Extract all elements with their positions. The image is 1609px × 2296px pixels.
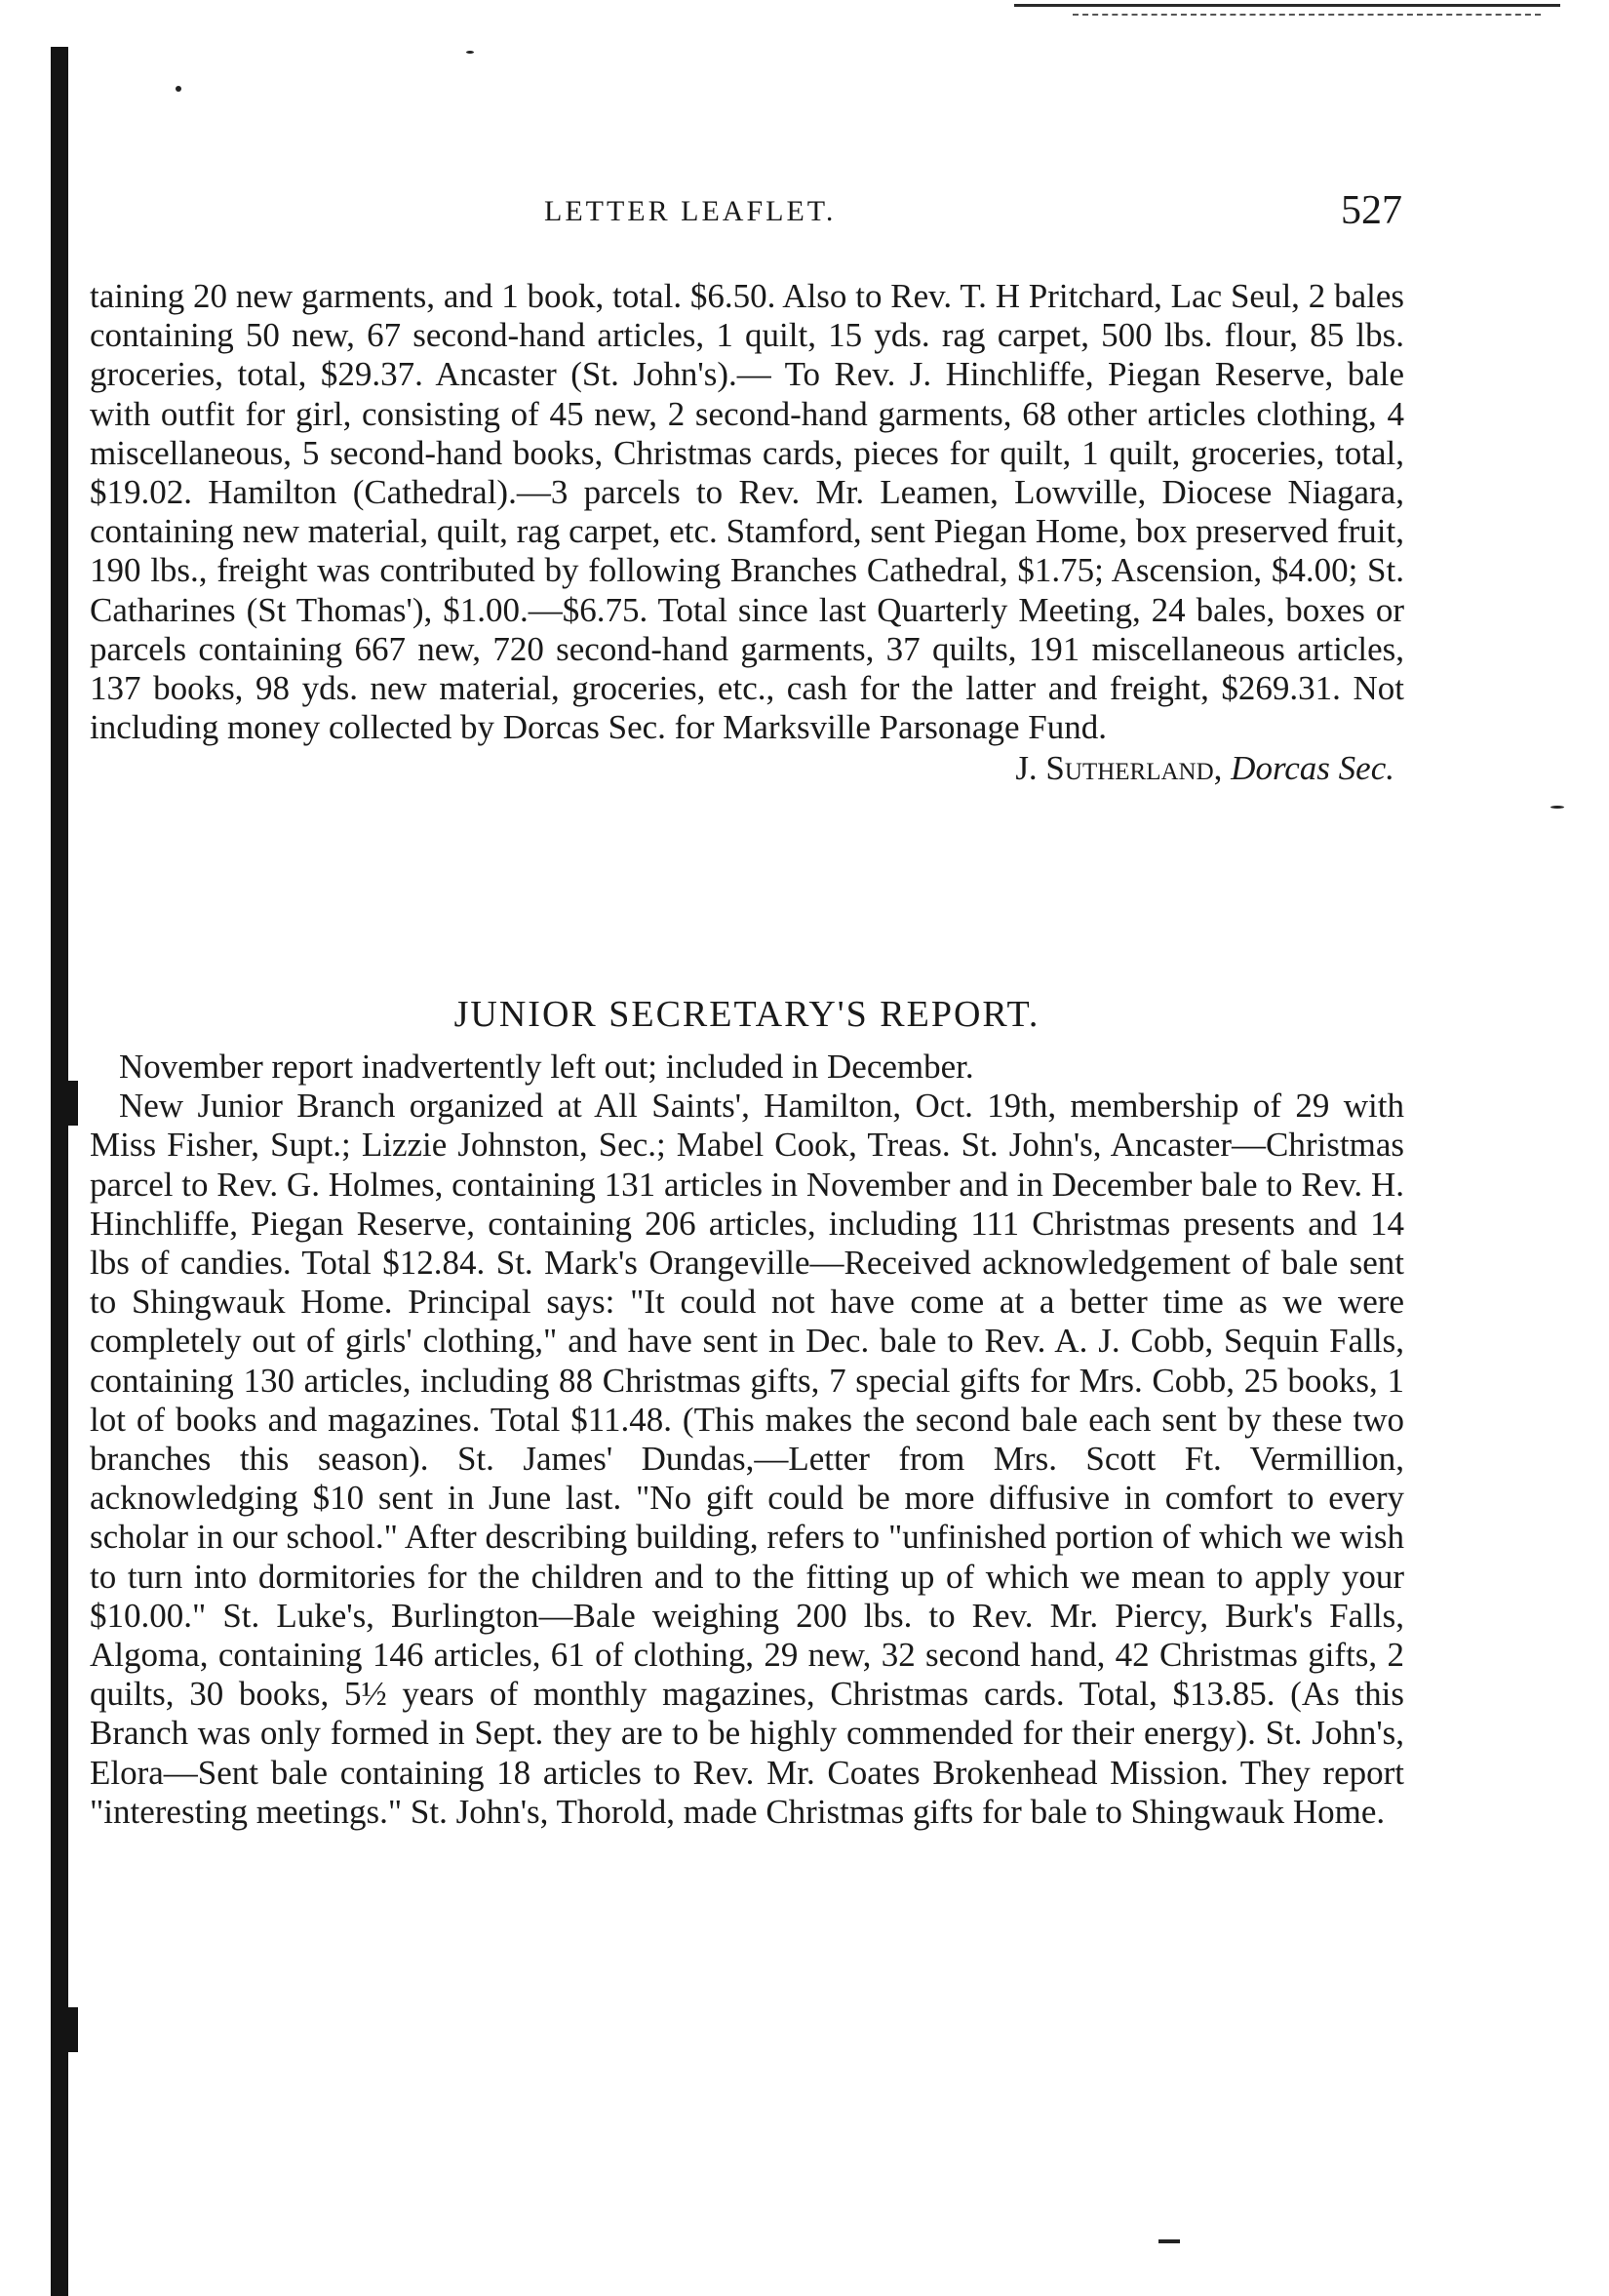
junior-paragraph-1: November report inadvertently left out; included in December. (119, 1048, 974, 1086)
scan-top-rule (1014, 4, 1560, 7)
page-header (105, 187, 1402, 238)
junior-report-heading: JUNIOR SECRETARY'S REPORT. (453, 994, 1040, 1035)
signature-role: Dorcas Sec. (1231, 749, 1394, 788)
scan-binding-edge (51, 47, 68, 2296)
dorcas-signature (90, 747, 1404, 790)
junior-paragraph-2: New Junior Branch organized at All Saints', Hamilton, Oct. 19th, membership of 29 with Miss Fisher, Supt.; Lizzie Johnston, Sec.; Mabel Cook, Treas. St. John's, Ancaster—Christmas parcel to Rev. G. Holmes, containing 131 articles in November and in December bale to Rev. H. Hinchliffe, Piegan Reserve, containing 206 articles, including 111 Christmas presents and 14 lbs of candies. Total $12.84. St. Mark's Orangeville—Received acknowledgement of bale sent to Shingwauk Home. Principal says: "It could not have come at a better time as we were completely out of girls' clothing," and have sent in Dec. bale to Rev. A. J. Cobb, Sequin Falls, containing 130 articles, including 88 Christmas gifts, 7 special gifts for Mrs. Cobb, 25 books, 1 lot of books and magazines. Total $11.48. (This makes the second bale each sent by these two branches this season). St. James' Dundas,—Letter from Mrs. Scott Ft. Vermillion, acknowledging $10 sent in June last. "No gift could be more diffusive in comfort to every scholar in our school." After describing building, refers to "unfinished portion of which we wish to turn into dormitories for the children and to the fitting up of which we mean to apply your $10.00." St. Luke's, Burlington—Bale weighing 200 lbs. to Rev. Mr. Piercy, Burk's Falls, Algoma, containing 146 articles, 61 of clothing, 29 new, 32 second hand, 42 Christmas gifts, 2 quilts, 30 books, 5½ years of monthly magazines, Christmas cards. Total, $13.85. (As this Branch was only formed in Sept. they are to be highly commended for their energy). St. John's, Elora—Sent bale containing 18 articles to Rev. Mr. Coates Brokenhead Mission. They report "interesting meetings." St. John's, Thorold, made Christmas gifts for bale to Shingwauk Home. (90, 1087, 1404, 1831)
scan-footer-mark (1158, 2239, 1180, 2243)
scan-speck (466, 51, 474, 54)
dorcas-report (90, 277, 1404, 790)
scan-top-dashes (1073, 14, 1541, 16)
running-title: LETTER LEAFLET. (544, 195, 837, 227)
page-number: 527 (1341, 188, 1402, 233)
scan-speck (1550, 806, 1564, 809)
junior-report (90, 1048, 1404, 1832)
scan-speck (176, 86, 181, 92)
dorcas-paragraph: taining 20 new garments, and 1 book, total. $6.50. Also to Rev. T. H Pritchard, Lac Seul, 2 bales containing 50 new, 67 second-hand articles, 1 quilt, 15 yds. rag carpet, 500 lbs. flour, 85 lbs. groceries, total, $29.37. Ancaster (St. John's).— To Rev. J. Hinchliffe, Piegan Reserve, bale with outfit for girl, consisting of 45 new, 2 second-hand garments, 68 other articles clothing, 4 miscellaneous, 5 second-hand books, Christmas cards, pieces for quilt, 1 quilt, groceries, total, $19.02. Hamilton (Cathedral).—3 parcels to Rev. Mr. Leamen, Lowville, Diocese Niagara, containing new material, quilt, rag carpet, etc. Stamford, sent Piegan Home, box preserved fruit, 190 lbs., freight was contributed by following Branches Cathedral, $1.75; Ascension, $4.00; St. Catharines (St Thomas'), $1.00.—$6.75. Total since last Quarterly Meeting, 24 bales, boxes or parcels containing 667 new, 720 second-hand garments, 37 quilts, 191 miscellaneous articles, 137 books, 98 yds. new material, groceries, etc., cash for the latter and freight, $269.31. Not including money collected by Dorcas Sec. for Marksville Parsonage Fund. (90, 277, 1404, 747)
signature-name: J. Sutherland, (1015, 749, 1223, 788)
